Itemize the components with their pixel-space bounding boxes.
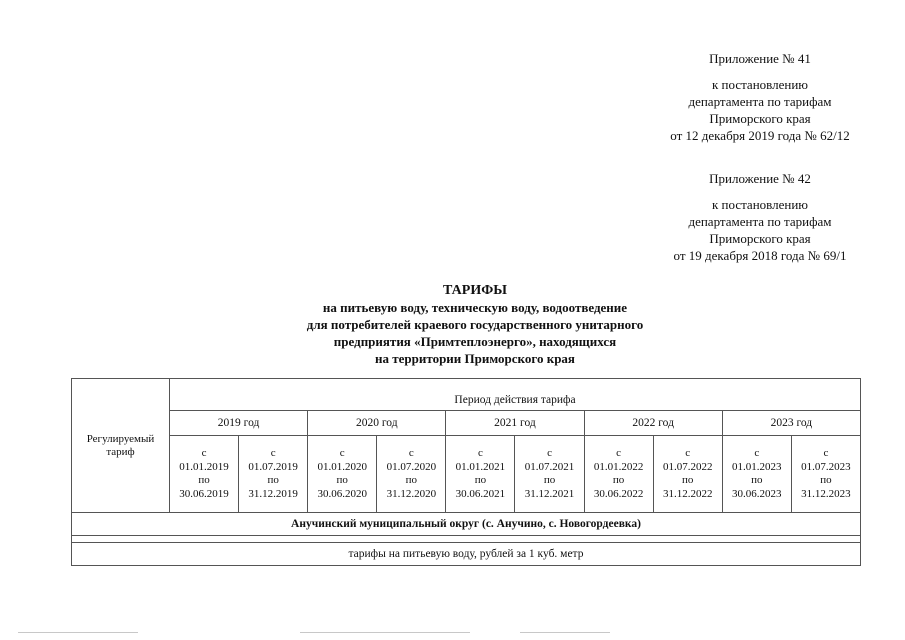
period-po: по (612, 474, 625, 486)
period-cell (722, 436, 791, 513)
period-from: 01.07.2023 (801, 460, 851, 473)
period-from: 01.07.2020 (386, 460, 437, 473)
appendix-title: Приложение № 41 (709, 51, 811, 66)
period-cell (584, 436, 653, 513)
period-po: по (474, 474, 487, 486)
spacer-row (72, 536, 861, 543)
appendix-line: к постановлению (711, 197, 809, 212)
period-c: с (616, 447, 622, 459)
appendix-date: от 19 декабря 2018 года № 69/1 (673, 248, 847, 263)
heading-line: на территории Приморского края (375, 351, 575, 366)
period-cell (239, 436, 308, 513)
period-to: 31.12.2019 (248, 487, 298, 500)
period-to: 30.06.2020 (317, 487, 367, 500)
period-cell (791, 436, 860, 513)
appendix-line: к постановлению (711, 77, 809, 92)
period-from: 01.01.2021 (455, 460, 506, 473)
period-from: 01.01.2022 (593, 460, 644, 473)
period-po: по (543, 474, 556, 486)
period-po: по (682, 474, 694, 486)
period-po: по (820, 474, 832, 486)
year-header: 2020 год (308, 411, 446, 436)
heading-line: предприятия «Примтеплоэнерго», находящихся (333, 334, 617, 349)
period-c: с (477, 447, 483, 459)
heading-line: на питьевую воду, техническую воду, водоотведение (322, 300, 628, 315)
period-cell (377, 436, 446, 513)
section-title: Анучинский муниципальный округ (с. Анучино, с. Новогордеевка) (72, 513, 861, 536)
scan-edge-line (300, 632, 470, 633)
appendix-line: Приморского края (709, 231, 811, 246)
appendix-line: департамента по тарифам (688, 94, 832, 109)
period-cell (170, 436, 239, 513)
period-from: 01.01.2023 (732, 460, 782, 473)
period-to: 31.12.2023 (801, 487, 851, 500)
period-from: 01.07.2022 (662, 460, 713, 473)
period-to: 31.12.2021 (524, 487, 575, 500)
period-cell (446, 436, 515, 513)
period-c: с (754, 447, 760, 459)
period-cell (515, 436, 584, 513)
period-from: 01.07.2019 (248, 460, 298, 473)
period-header: Период действия тарифа (170, 379, 861, 411)
period-po: по (751, 474, 763, 486)
scan-edge-line (520, 632, 610, 633)
appendix-line: Приморского края (709, 111, 811, 126)
period-c: с (408, 447, 414, 459)
period-po: по (405, 474, 418, 486)
period-c: с (339, 447, 345, 459)
period-to: 30.06.2023 (732, 487, 782, 500)
period-c: с (823, 447, 829, 459)
year-header: 2019 год (170, 411, 308, 436)
period-cell (308, 436, 377, 513)
scan-edge-line (18, 632, 138, 633)
year-header: 2022 год (584, 411, 722, 436)
year-header: 2021 год (446, 411, 584, 436)
period-to: 30.06.2022 (593, 487, 644, 500)
document-heading (230, 282, 720, 367)
document-title: ТАРИФЫ (443, 283, 507, 298)
period-c: с (201, 447, 207, 459)
period-to: 30.06.2019 (179, 487, 229, 500)
period-c: с (685, 447, 691, 459)
subsection-title: тарифы на питьевую воду, рублей за 1 куб. метр (72, 543, 861, 566)
appendix-date: от 12 декабря 2019 года № 62/12 (670, 128, 850, 143)
appendix-previous (630, 170, 890, 264)
period-from: 01.01.2019 (179, 460, 229, 473)
tariff-table (71, 378, 861, 566)
period-row (72, 436, 861, 513)
period-c: с (270, 447, 276, 459)
regulated-tariff-header: Регулируемый тариф (72, 379, 170, 513)
period-to: 30.06.2021 (455, 487, 506, 500)
period-to: 31.12.2022 (662, 487, 713, 500)
appendix-line: департамента по тарифам (688, 214, 832, 229)
period-po: по (267, 474, 279, 486)
period-c: с (547, 447, 552, 459)
heading-line: для потребителей краевого государственного унитарного (306, 317, 644, 332)
appendix-current (630, 50, 890, 144)
period-to: 31.12.2020 (386, 487, 437, 500)
year-header: 2023 год (722, 411, 860, 436)
appendix-title: Приложение № 42 (709, 171, 811, 186)
period-po: по (336, 474, 348, 486)
period-cell (653, 436, 722, 513)
period-from: 01.01.2020 (317, 460, 367, 473)
period-from: 01.07.2021 (524, 460, 575, 473)
period-po: по (198, 474, 210, 486)
